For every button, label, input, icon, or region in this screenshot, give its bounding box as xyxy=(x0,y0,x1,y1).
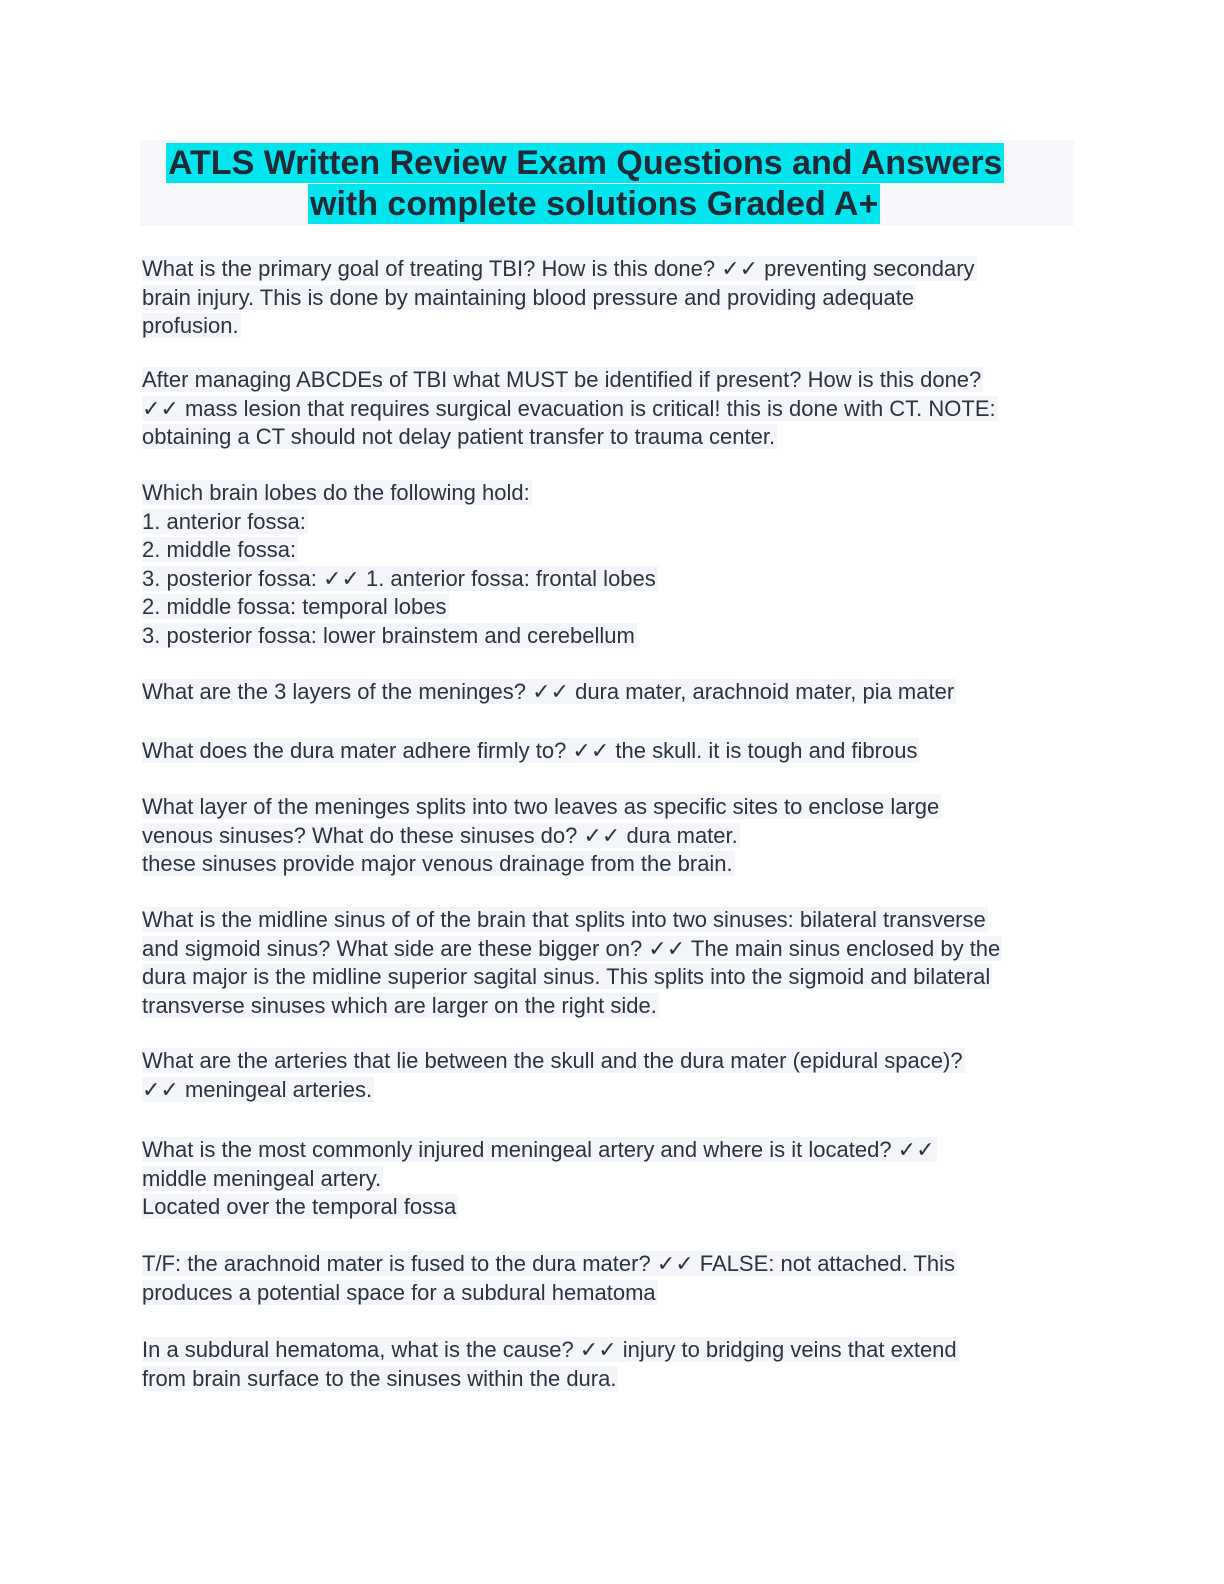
qa-line: ✓✓ mass lesion that requires surgical evacuation is critical! this is done with CT. NOTE: xyxy=(142,395,996,421)
qa-line: 1. anterior fossa: xyxy=(142,508,306,534)
qa-item xyxy=(142,255,977,341)
qa-line: brain injury. This is done by maintaining blood pressure and providing adequate xyxy=(142,284,915,310)
qa-line: these sinuses provide major venous drainage from the brain. xyxy=(142,851,733,876)
document-title-line-2: with complete solutions Graded A+ xyxy=(310,185,879,223)
qa-line: Which brain lobes do the following hold: xyxy=(142,480,530,505)
qa-line: What is the most commonly injured meningeal artery and where is it located? ✓✓ xyxy=(142,1137,935,1162)
qa-line: What are the arteries that lie between the skull and the dura mater (epidural space)? xyxy=(142,1048,963,1073)
qa-item xyxy=(142,1336,959,1393)
qa-line: transverse sinuses which are larger on the right side. xyxy=(142,992,657,1018)
qa-line: In a subdural hematoma, what is the cause? ✓✓ injury to bridging veins that extend xyxy=(142,1337,957,1362)
qa-line: produces a potential space for a subdural hematoma xyxy=(142,1279,656,1305)
qa-line: obtaining a CT should not delay patient transfer to trauma center. xyxy=(142,424,776,449)
qa-item xyxy=(142,1136,937,1222)
qa-item xyxy=(142,906,1002,1020)
qa-line: from brain surface to the sinuses within the dura. xyxy=(142,1365,617,1391)
qa-item xyxy=(142,1047,965,1104)
qa-line: middle meningeal artery. xyxy=(142,1165,382,1191)
qa-item xyxy=(142,678,956,707)
qa-line: What is the primary goal of treating TBI? How is this done? ✓✓ preventing secondary xyxy=(142,256,975,281)
qa-item xyxy=(142,1250,957,1307)
qa-line: 2. middle fossa: xyxy=(142,537,297,562)
qa-line: What layer of the meninges splits into two leaves as specific sites to enclose large xyxy=(142,794,940,819)
qa-item xyxy=(142,793,941,879)
qa-line: venous sinuses? What do these sinuses do? ✓✓ dura mater. xyxy=(142,822,738,848)
qa-line: What are the 3 layers of the meninges? ✓✓ dura mater, arachnoid mater, pia mater xyxy=(142,679,955,704)
qa-item xyxy=(142,366,998,452)
qa-item xyxy=(142,479,658,650)
qa-line: 2. middle fossa: temporal lobes xyxy=(142,594,447,619)
qa-line: ✓✓ meningeal arteries. xyxy=(142,1076,373,1102)
qa-item xyxy=(142,737,919,766)
qa-line: 3. posterior fossa: ✓✓ 1. anterior fossa: frontal lobes xyxy=(142,565,656,591)
qa-line: 3. posterior fossa: lower brainstem and cerebellum xyxy=(142,622,635,648)
qa-line: profusion. xyxy=(142,313,239,338)
qa-line: After managing ABCDEs of TBI what MUST be identified if present? How is this done? xyxy=(142,367,982,392)
qa-line: What does the dura mater adhere firmly to? ✓✓ the skull. it is tough and fibrous xyxy=(142,738,918,763)
qa-line: dura major is the midline superior sagital sinus. This splits into the sigmoid and bilateral xyxy=(142,964,991,989)
qa-line: Located over the temporal fossa xyxy=(142,1194,457,1219)
qa-line: and sigmoid sinus? What side are these bigger on? ✓✓ The main sinus enclosed by the xyxy=(142,935,1001,961)
document-title-line-1: ATLS Written Review Exam Questions and Answers xyxy=(168,144,1003,182)
qa-line: T/F: the arachnoid mater is fused to the dura mater? ✓✓ FALSE: not attached. This xyxy=(142,1251,955,1276)
qa-line: What is the midline sinus of of the brain that splits into two sinuses: bilateral transverse xyxy=(142,907,986,932)
